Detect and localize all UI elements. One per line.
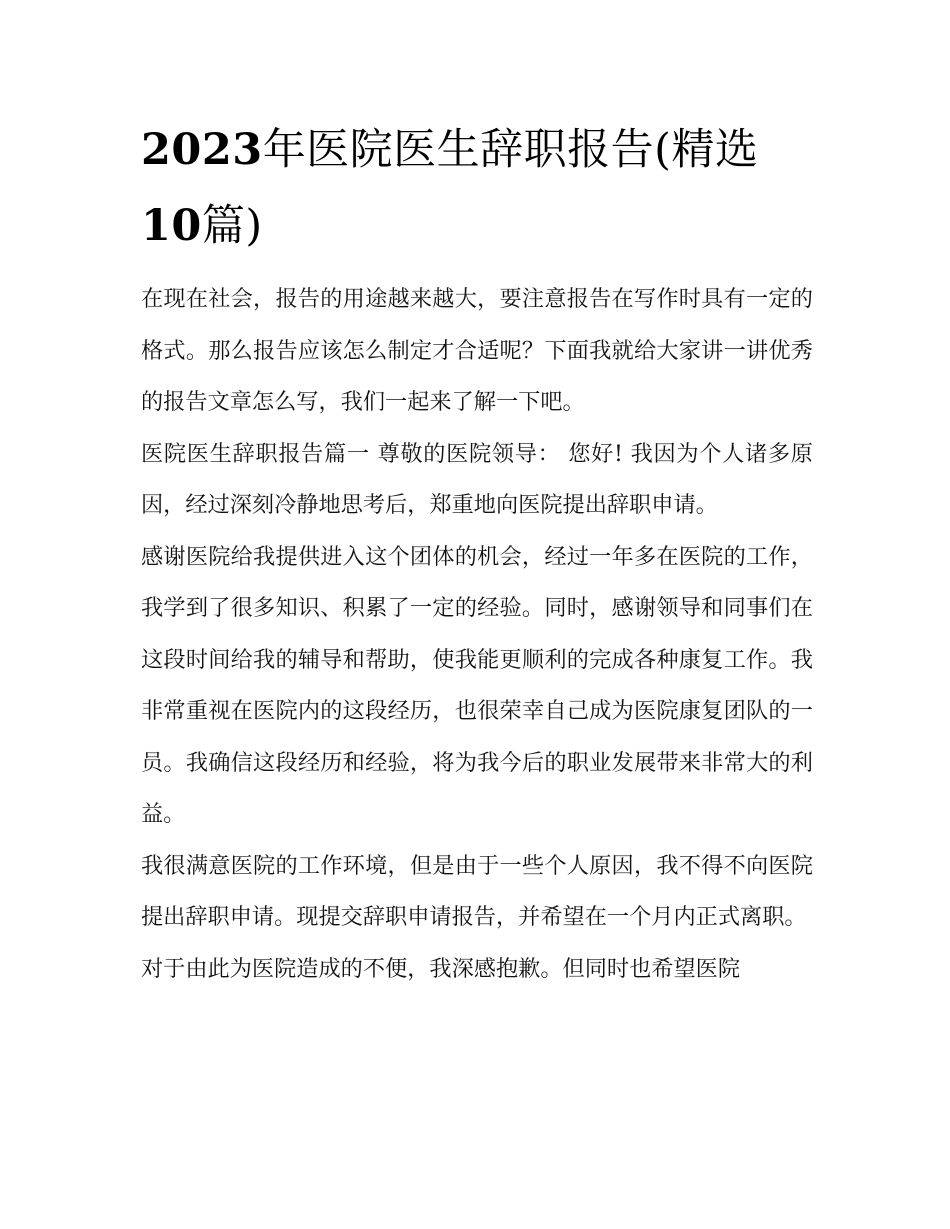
document-body — [141, 274, 813, 995]
title-suffix: 篇) — [201, 201, 263, 251]
document-title — [141, 112, 813, 264]
title-count: 10 — [141, 201, 202, 251]
resignation-paragraph: 我很满意医院的工作环境，但是由于一些个人原因，我不得不向医院提出辞职申请。现提交辞职申请报告，并希望在一个月内正式离职。 — [141, 852, 813, 930]
intro-paragraph: 在现在社会，报告的用途越来越大，要注意报告在写作时具有一定的格式。那么报告应该怎么制定才合适呢？下面我就给大家讲一讲优秀的报告文章怎么写，我们一起来了解一下吧。 — [141, 286, 813, 415]
apology-paragraph: 对于由此为医院造成的不便，我深感抱歉。但同时也希望医院 — [141, 955, 741, 982]
letter-opening-paragraph: 医院医生辞职报告篇一 尊敬的医院领导： 您好! 我因为个人诸多原因，经过深刻冷静地思考后，郑重地向医院提出辞职申请。 — [141, 440, 813, 518]
title-text: 年医院医生辞职报告(精选 — [262, 125, 759, 175]
gratitude-paragraph: 感谢医院给我提供进入这个团体的机会，经过一年多在医院的工作，我学到了很多知识、积累了一定的经验。同时，感谢领导和同事们在这段时间给我的辅导和帮助，使我能更顺利的完成各种康复工作。我非常重视在医院内的这段经历，也很荣幸自己成为医院康复团队的一员。我确信这段经历和经验，将为我今后的职业发展带来非常大的利益。 — [141, 543, 813, 827]
document-page — [141, 112, 813, 995]
title-year: 2023 — [141, 125, 263, 175]
